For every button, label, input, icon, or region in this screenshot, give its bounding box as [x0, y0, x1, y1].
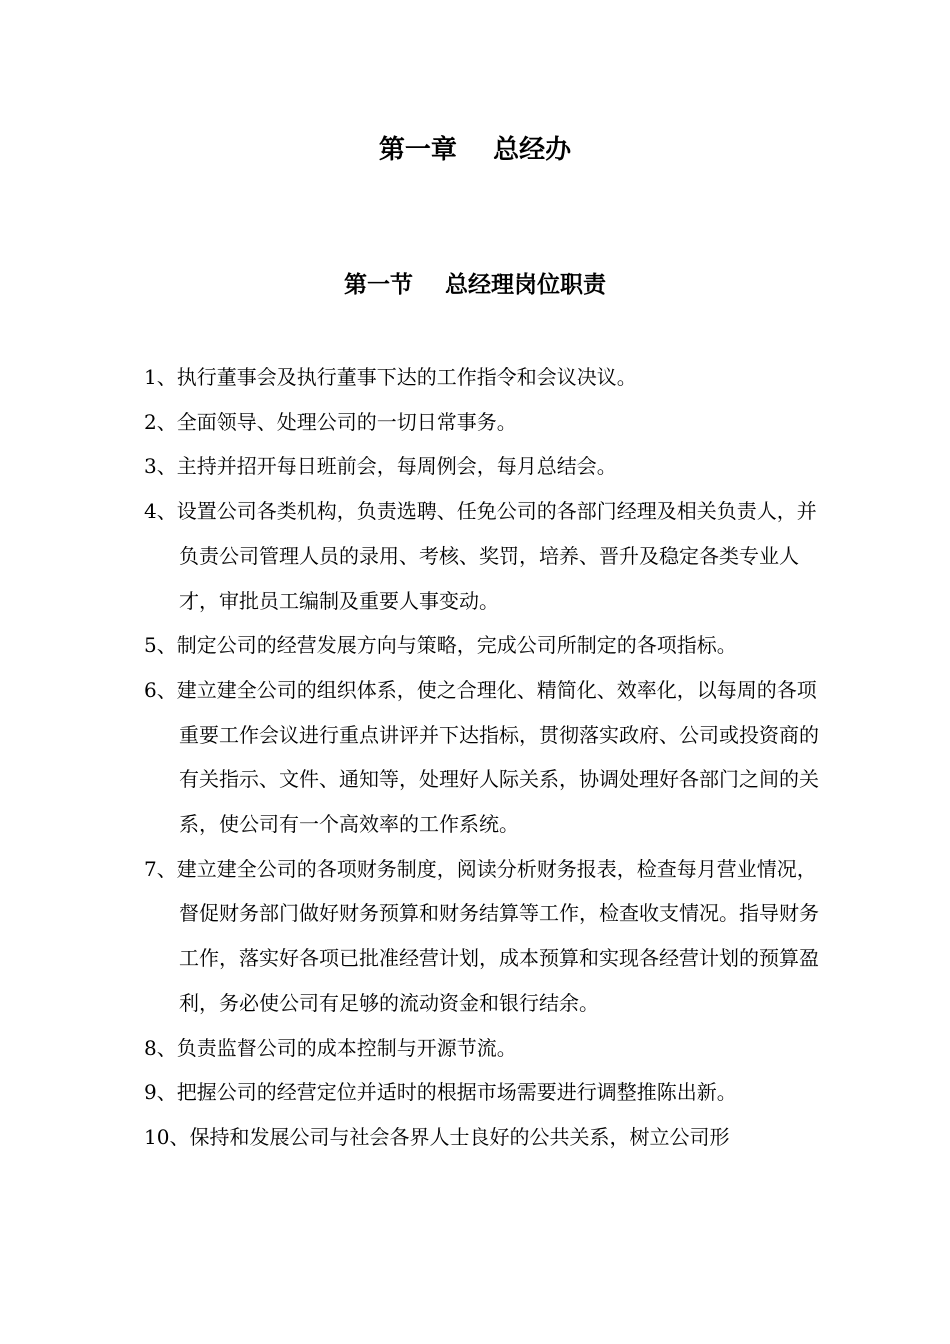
duty-item — [144, 1070, 824, 1115]
duty-item — [144, 623, 824, 668]
duty-item — [144, 400, 824, 445]
duty-text: 7、建立建全公司的各项财务制度，阅读分析财务报表，检查每月营业情况，督促财务部门做好财务预算和财务结算等工作，检查收支情况。指导财务工作，落实好各项已批准经营计划，成本预算和实现各经营计划的预算盈利，务必使公司有足够的流动资金和银行结余。 — [144, 856, 819, 1015]
section-title: 第一节 总经理岗位职责 — [343, 271, 607, 298]
duty-text: 4、设置公司各类机构，负责选聘、任免公司的各部门经理及相关负责人，并负责公司管理人员的录用、考核、奖罚，培养、晋升及稳定各类专业人才，审批员工编制及重要人事变动。 — [144, 499, 817, 613]
duty-text: 5、制定公司的经营发展方向与策略，完成公司所制定的各项指标。 — [144, 633, 737, 658]
duty-text: 1、执行董事会及执行董事下达的工作指令和会议决议。 — [144, 365, 637, 389]
duty-item — [144, 847, 824, 1026]
duty-text: 8、负责监督公司的成本控制与开源节流。 — [144, 1035, 517, 1060]
duty-text: 6、建立建全公司的组织体系，使之合理化、精简化、效率化，以每周的各项重要工作会议进行重点讲评并下达指标，贯彻落实政府、公司或投资商的有关指示、文件、通知等，处理好人际关系，协调处理好各部门之间的关系，使公司有一个高效率的工作系统。 — [144, 677, 819, 837]
duty-item — [144, 1026, 824, 1071]
duty-item — [144, 1115, 824, 1160]
duty-text: 10、保持和发展公司与社会各界人士良好的公共关系，树立公司形 — [144, 1124, 730, 1149]
duty-text: 3、主持并招开每日班前会，每周例会，每月总结会。 — [144, 454, 617, 479]
duty-item — [144, 668, 824, 847]
duty-text: 9、把握公司的经营定位并适时的根据市场需要进行调整推陈出新。 — [144, 1080, 737, 1105]
duty-item — [144, 489, 824, 623]
duty-item — [144, 444, 824, 489]
duty-item — [144, 355, 824, 400]
chapter-title: 第一章 总经办 — [378, 135, 572, 165]
duty-text: 2、全面领导、处理公司的一切日常事务。 — [144, 409, 517, 434]
duty-list — [144, 355, 824, 1160]
